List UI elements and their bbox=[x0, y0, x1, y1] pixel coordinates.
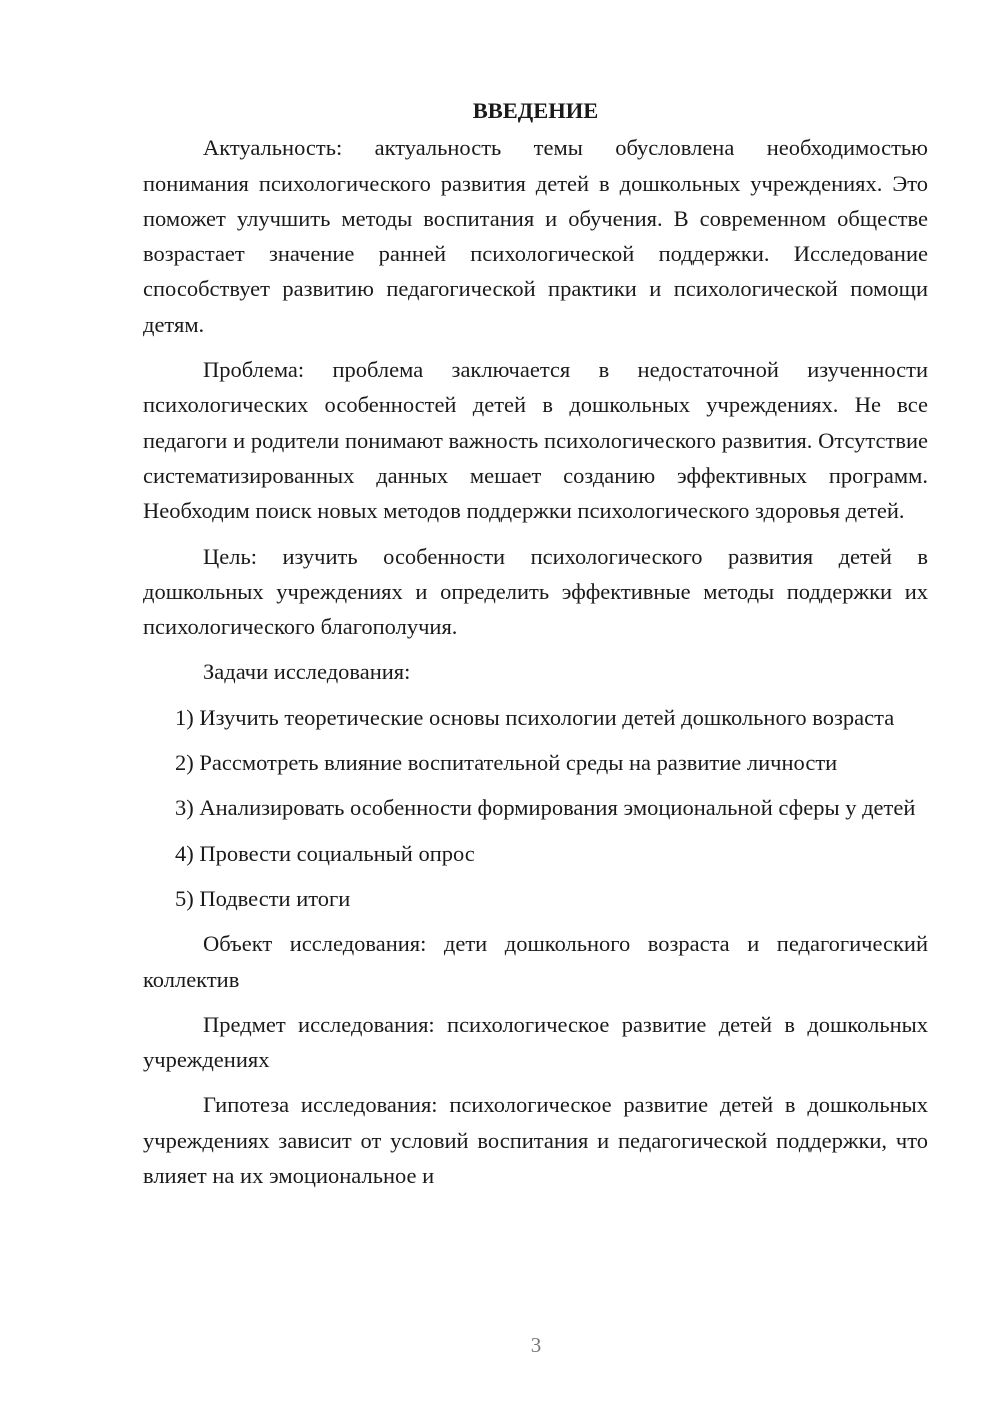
tasks-intro: Задачи исследования: bbox=[203, 659, 411, 685]
task-item: 5) Подвести итоги bbox=[175, 885, 351, 911]
relevance-paragraph: Актуальность: актуальность темы обусловлена необходимостью понимания психологического развития детей в дошкольных учреждениях. Это поможет улучшить методы воспитания и обучения. В современном обществе возрастает значение ранней психологической поддержки. Исследование способствует развитию педагогической практики и психологической помощи детям. bbox=[143, 135, 928, 337]
hypothesis-paragraph: Гипотеза исследования: психологическое развитие детей в дошкольных учреждениях зависит от условий воспитания и педагогической поддержки, что влияет на их эмоциональное и bbox=[143, 1092, 928, 1189]
task-item: 2) Рассмотреть влияние воспитательной среды на развитие личности bbox=[175, 750, 838, 776]
page-number: 3 bbox=[530, 1333, 542, 1357]
subject-paragraph: Предмет исследования: психологическое развитие детей в дошкольных учреждениях bbox=[143, 1011, 928, 1073]
section-heading: ВВЕДЕНИЕ bbox=[472, 98, 599, 123]
task-item: 3) Анализировать особенности формирования эмоциональной сферы у детей bbox=[175, 795, 916, 821]
document-body bbox=[143, 93, 928, 1203]
object-paragraph: Объект исследования: дети дошкольного возраста и педагогический коллектив bbox=[143, 931, 928, 992]
problem-paragraph: Проблема: проблема заключается в недостаточной изученности психологических особенностей детей в дошкольных учреждениях. Не все педагоги и родители понимают важность психологического развития. Отсутствие систематизированных данных мешает созданию эффективных программ. Необходим поиск новых методов поддержки психологического здоровья детей. bbox=[143, 357, 928, 524]
goal-paragraph: Цель: изучить особенности психологического развития детей в дошкольных учреждениях и определить эффективные методы поддержки их психологического благополучия. bbox=[143, 543, 928, 640]
task-item: 4) Провести социальный опрос bbox=[175, 840, 475, 866]
task-item: 1) Изучить теоретические основы психологии детей дошкольного возраста bbox=[175, 704, 895, 730]
